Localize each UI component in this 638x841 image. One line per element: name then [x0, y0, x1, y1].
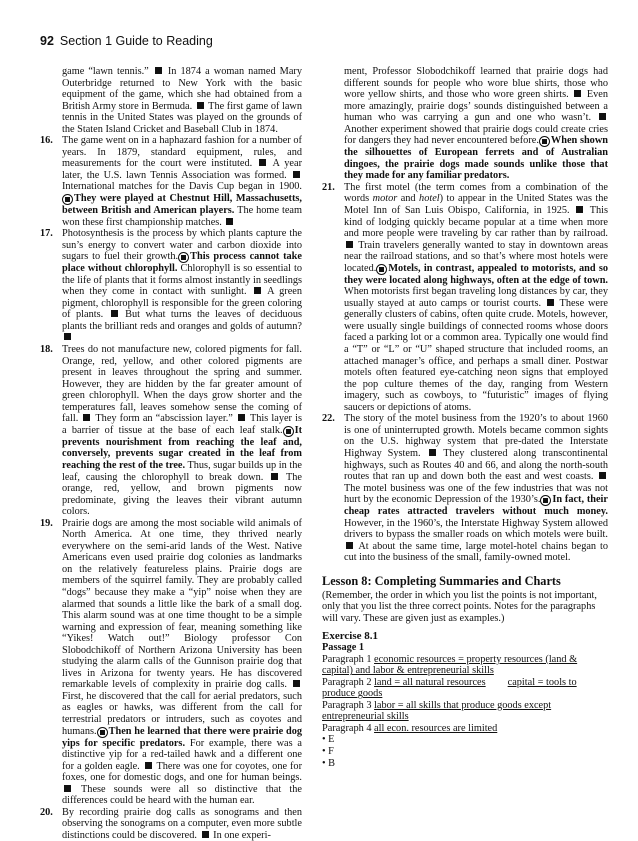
paragraph-19	[40, 518, 302, 807]
insertion-square-icon	[599, 113, 606, 120]
insertion-square-icon	[293, 171, 300, 178]
highlighted-sentence: Then he learned that there were prairie dog yips for specific predators.	[62, 725, 302, 749]
paragraph-text: and	[397, 193, 420, 205]
left-column	[40, 66, 302, 841]
highlighted-sentence: This process cannot take place without chlorophyll.	[62, 251, 302, 275]
highlighted-sentence: They were played at Chestnut Hill, Massachusetts, between British and American players.	[62, 193, 302, 217]
insertion-square-icon	[145, 762, 152, 769]
paragraph-text: For example, there was a distinctive yip for a red-tailed hawk and a different one for a golden eagle. There was one for coyotes, one for foxes, one for domestic dogs, and one for human beings. These sounds were all so distinctive that the differences could be heard with the human ear.	[62, 737, 303, 807]
summary-line	[322, 654, 608, 677]
insertion-square-icon	[226, 218, 233, 225]
paragraph-text: Thus, sugar builds up in the leaf, causing the chlorophyll to break down. The orange, red, yellow, and brown pigments now predominate, giving the leaves their vibrant autumn colors.	[62, 459, 302, 518]
right-column	[322, 66, 608, 769]
insertion-square-icon	[293, 680, 300, 687]
circled-square-icon	[97, 727, 108, 738]
italic-word: motor	[372, 193, 398, 205]
summary-label: Paragraph 4	[322, 722, 375, 734]
summary-text-2: capital = tools to produce goods	[322, 676, 577, 700]
paragraph-number: 22.	[322, 413, 335, 425]
highlighted-sentence: When shown the silhouettes of European ferrets and of Australian dingoes, the prairie dogs made sounds unlike those that they made for any familiar predators.	[344, 135, 608, 182]
paragraph-text: By recording prairie dog calls as sonograms and then observing the sonograms on a computer, even more subtle distinctions could be discovered. In one experi-	[62, 806, 302, 841]
paragraph-number: 18.	[40, 344, 53, 356]
paragraph-text: Photosynthesis is the process by which plants capture the sun’s energy to convert water and carbon dioxide into sugars to fuel their growth.	[62, 228, 302, 263]
paragraph-text: Chlorophyll is so essential to the life of plants that it forms almost instantly in seedlings when they come in contact with sunlight. A green pigment, chlorophyll is responsible for the green coloring of plants. But what turns the leaves of deciduous plants the brilliant reds and oranges and golds of autumn?	[62, 263, 302, 343]
paragraph-text: However, in the 1960’s, the Interstate Highway System allowed drivers to bypass the smaller roads on which motels were built. At about the same time, large motel-hotel chains began to cut into the business of the small, family-owned motel.	[344, 517, 608, 564]
answer-bullet: • F	[322, 745, 334, 757]
insertion-square-icon	[576, 206, 583, 213]
paragraph-16	[40, 135, 302, 228]
summary-text: labor = all skills that produce goods except entrepreneurial skills	[322, 699, 552, 723]
circled-square-icon	[178, 252, 189, 263]
paragraph-22	[322, 413, 608, 564]
passage-title: Passage 1	[322, 642, 365, 654]
paragraph-20-continued	[322, 66, 608, 182]
insertion-square-icon	[599, 472, 606, 479]
insertion-square-icon	[64, 785, 71, 792]
insertion-square-icon	[111, 310, 118, 317]
answer-bullet: • B	[322, 757, 336, 769]
page-number: 92	[40, 34, 54, 48]
italic-word: hotel	[419, 193, 440, 205]
paragraph-number: 19.	[40, 517, 53, 529]
insertion-square-icon	[574, 90, 581, 97]
insertion-square-icon	[254, 287, 261, 294]
insertion-square-icon	[547, 299, 554, 306]
circled-square-icon	[62, 194, 73, 205]
circled-square-icon	[283, 426, 294, 437]
insertion-square-icon	[238, 414, 245, 421]
insertion-square-icon	[83, 414, 90, 421]
insertion-square-icon	[202, 831, 209, 838]
insertion-square-icon	[346, 542, 353, 549]
summary-label: Paragraph 1	[322, 653, 375, 665]
insertion-square-icon	[429, 449, 436, 456]
lesson-title: Lesson 8: Completing Summaries and Charts	[322, 573, 561, 588]
summary-line	[322, 700, 608, 723]
insertion-square-icon	[271, 473, 278, 480]
paragraph-text: When motorists first began traveling long distances by car, they usually stayed at auto camps or tourist courts. These were generally clusters of cabins, often quite crude. Motels, however, were usually single buildings of connected rooms whose doors faced a parking lot or a common area. Typically one would find a “T” or “L” or “U” shaped structure that included rooms, an attached manager’s office, and perhaps a small diner. Postwar motels often featured eye-catching neon signs that employed the pop culture themes of the day, ranging from Western imagery, such as cowboys, to “futuristic” images of flying saucers or depictions of atoms.	[344, 286, 608, 413]
summary-line	[322, 723, 608, 735]
paragraph-text: The home team won these first championship matches.	[62, 205, 302, 228]
paragraph-text: The game went on in a haphazard fashion for a number of years. In 1879, standard equipment, rules, and measurements for the court were instituted. A year later, the U.S. lawn Tennis Association was formed. International matches for the Davis Cup began in 1900.	[62, 135, 302, 193]
paragraph-number: 21.	[322, 181, 335, 193]
page-header	[40, 36, 213, 48]
section-title: Section 1 Guide to Reading	[59, 34, 213, 48]
insertion-square-icon	[64, 333, 71, 340]
summary-text: economic resources = property resources (land & capital) and labor & entrepreneurial skills	[322, 653, 578, 677]
summary-text: all econ. resources are limited	[374, 722, 498, 734]
paragraph-15-continued: game “lawn tennis.” In 1874 a woman named Mary Outerbridge returned to New York with the basic equipment of the game, which she had obtained from a British Army store in Bermuda. The first game of lawn tennis in the United States was played on the grounds of the Staten Island Cricket and Baseball Club in 1874.	[62, 66, 302, 135]
summary-label: Paragraph 3	[322, 699, 375, 711]
paragraph-text: Prairie dogs are among the most sociable wild animals of North America. At one time, they thrived nearly everywhere on the semi-arid lands of the West. Native Americans even used prairie dog colonies as landmarks on the relatively featureless plains. Prairie dogs are members of the squirrel family. They are probably called “dogs” because they make a “yip” noise when they are alarmed that sounds a little like the bark of a small dog. This alarm sound was at one time thought to be a simple warning and expression of fear, meaning something like “Yikes! Watch out!” Biology professor Con Slobodchikoff of Northern Arizona University has been studying the alarm calls of the Gunnison prairie dog that lives in Arizona for twenty years. He has discovered remarkable levels of complexity in prairie dog calls. First, he discovered that the call for aerial predators, such as eagles or hawks, was different from the call for terrestrial predators or intruders, such as coyotes and humans.	[62, 517, 302, 737]
insertion-square-icon	[259, 159, 266, 166]
circled-square-icon	[540, 495, 551, 506]
paragraph-text: Trees do not manufacture new, colored pigments for fall. Orange, red, yellow, and other colored pigments are present in leaves throughout the spring and summer. However, they are hidden by the far greater amount of green chlorophyll. When the days grow shorter and the temperatures fall, leaves somehow sense the coming of fall. They form an “abscission layer.” This layer is a barrier of tissue at the base of each leaf stalk.	[62, 344, 302, 436]
summary-text: land = all natural resources	[374, 676, 486, 688]
answer-bullet: • E	[322, 734, 335, 746]
insertion-square-icon	[346, 241, 353, 248]
circled-square-icon	[539, 136, 550, 147]
paragraph-17	[40, 228, 302, 344]
lesson-note: (Remember, the order in which you list the points is not important, only that you list the three correct points. Notes for the paragraphs will vary. These are given just as examples.)	[322, 589, 597, 624]
paragraph-text: The first motel (the term comes from a combination of the words	[344, 181, 608, 205]
paragraph-number: 17.	[40, 228, 53, 240]
summary-line	[322, 677, 608, 700]
insertion-square-icon	[197, 102, 204, 109]
paragraph-text: ment, Professor Slobodchikoff learned that prairie dogs had different sounds for people who wore blue shirts, those who wore yellow shirts, and those who wore green shirts. Even more amazingly, prairie dogs’ sounds distinguished between a human who was carrying a gun and one who wasn’t. Another experiment showed that prairie dogs could create cries for dangers they had never encountered before.	[344, 66, 609, 147]
highlighted-sentence: It prevents nourishment from reaching the leaf and, conversely, prevents sugar created in the leaf from reaching the rest of the tree.	[62, 424, 302, 471]
circled-square-icon	[376, 264, 387, 275]
paragraph-21	[322, 182, 608, 413]
exercise-title: Exercise 8.1	[322, 629, 379, 642]
paragraph-20	[40, 807, 302, 841]
paragraph-text: ) to appear in the United States was the Motel Inn of San Luis Obispo, California, in 1925. This kind of lodging quickly became popular at a time when more and more people were traveling by car rather than by railroad. Train travelers generally wanted to stay in downtown areas near the railroad stations, and so that’s where most hotels were located.	[344, 193, 609, 274]
insertion-square-icon	[155, 67, 162, 74]
highlighted-sentence: Motels, in contrast, appealed to motorists, and so they were located along highways, often at the edge of town.	[344, 262, 608, 286]
paragraph-text: The story of the motel business from the 1920’s to about 1960 is one of uninterrupted growth. Motels became common sights on the U.S. highway system that pre-dated the Interstate Highway System. They clustered along transcontinental highways, such as Routes 40 and 66, and along the north-south routes that ran up and down both the east and west coasts. The motel business was one of the few industries that was not hurt by the economic Depression of the 1930’s.	[344, 413, 609, 506]
paragraph-number: 20.	[40, 806, 53, 818]
summary-label: Paragraph 2	[322, 676, 375, 688]
paragraph-18	[40, 344, 302, 518]
paragraph-number: 16.	[40, 135, 53, 147]
highlighted-sentence: In fact, their cheap rates attracted travelers without much money.	[344, 494, 608, 518]
